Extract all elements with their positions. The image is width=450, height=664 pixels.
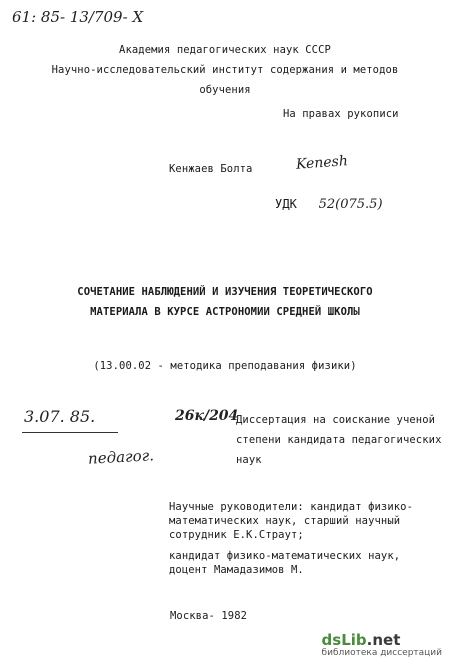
watermark xyxy=(322,631,442,658)
watermark-logo-main: dsLib xyxy=(321,631,367,649)
manuscript-note: На правах рукописи xyxy=(283,108,399,120)
supervisors-line-1: Научные руководители: кандидат физико- xyxy=(169,501,414,513)
handwritten-note: педагог. xyxy=(87,446,155,468)
title-line-2: МАТЕРИАЛА В КУРСЕ АСТРОНОМИИ СРЕДНЕЙ ШКОЛЫ xyxy=(90,306,360,318)
handwritten-date-underline xyxy=(22,432,118,433)
watermark-subtitle: библиотека диссертаций xyxy=(321,648,442,658)
title-line-1: СОЧЕТАНИЕ НАБЛЮДЕНИЙ И ИЗУЧЕНИЯ ТЕОРЕТИЧЕСКОГО xyxy=(77,286,373,298)
udk-value: 52(075.5) xyxy=(318,197,383,212)
academy-name: Академия педагогических наук СССР xyxy=(119,44,331,56)
watermark-logo-suffix: .net xyxy=(366,631,401,649)
place-year: Москва- 1982 xyxy=(170,610,248,622)
handwritten-date: 3.07. 85. xyxy=(24,407,96,426)
dissertation-line-3: наук xyxy=(236,454,262,466)
udk-label: УДК xyxy=(275,197,297,211)
author-name: Кенжаев Болта xyxy=(169,163,253,175)
institute-line-2: обучения xyxy=(199,84,251,96)
watermark-logo xyxy=(322,631,442,649)
handwritten-pages: 26к/204 xyxy=(175,408,239,424)
author-signature: Kenesh xyxy=(295,153,349,173)
institute-line-1: Научно-исследовательский институт содержания и методов xyxy=(51,64,399,76)
archive-code: 61: 85- 13/709- X xyxy=(12,8,144,26)
supervisors-line-5: доцент Мамадазимов М. xyxy=(169,564,304,576)
supervisors-line-4: кандидат физико-математических наук, xyxy=(169,550,401,562)
specialty-code: (13.00.02 - методика преподавания физики) xyxy=(93,360,357,372)
dissertation-line-1: Диссертация на соискание ученой xyxy=(236,414,436,426)
dissertation-line-2: степени кандидата педагогических xyxy=(236,434,442,446)
supervisors-line-3: сотрудник Е.К.Страут; xyxy=(169,529,304,541)
udk-block xyxy=(275,193,383,212)
supervisors-line-2: математических наук, старший научный xyxy=(169,515,401,527)
